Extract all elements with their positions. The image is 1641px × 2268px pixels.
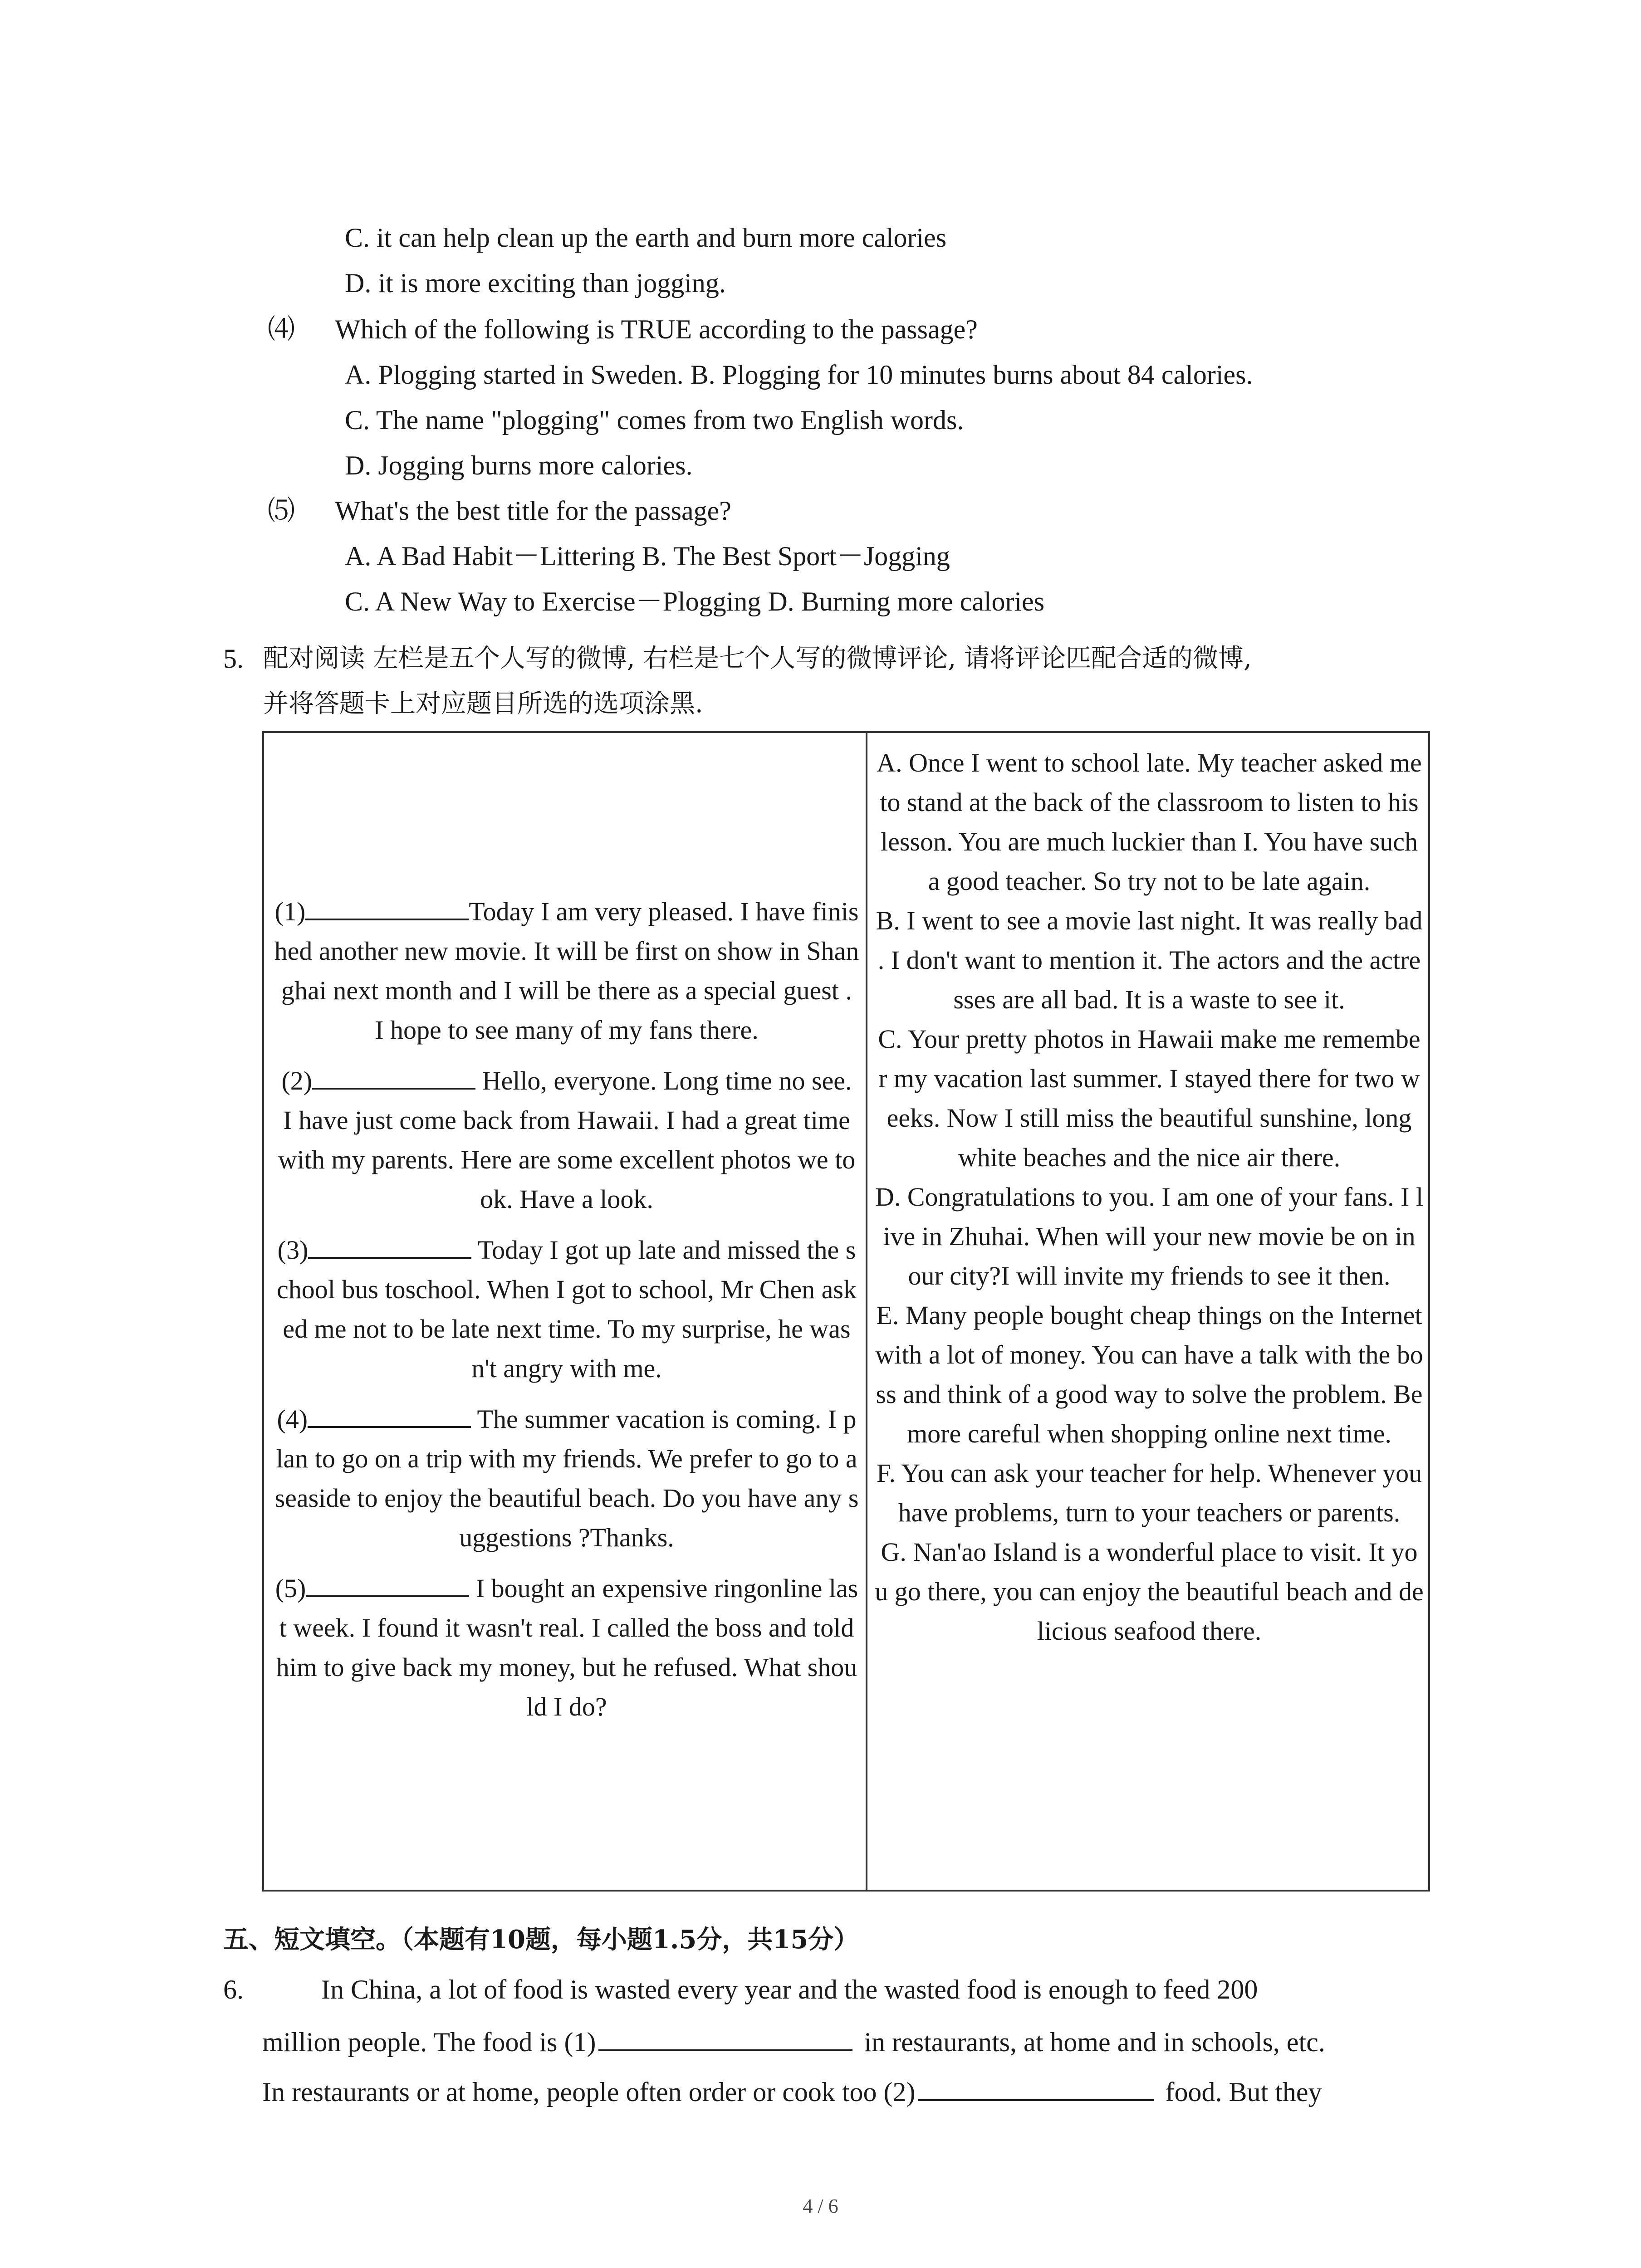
weibo-post-3: (3) Today I got up late and missed the school bus toschool. When I got to school, Mr Chen asked me not to be late next time. To my surprise, he wasn't angry with me. xyxy=(274,1227,859,1388)
weibo-post-4: (4) The summer vacation is coming. I plan to go on a trip with my friends. We prefer to go to a seaside to enjoy the beautiful beach. Do you have any suggestions ?Thanks. xyxy=(274,1396,859,1557)
passage-line-1: In China, a lot of food is wasted every year and the wasted food is enough to feed 200 xyxy=(321,1975,1258,2004)
comment-c: C. Your pretty photos in Hawaii make me remember my vacation last summer. I stayed there for two weeks. Now I still miss the beautiful sunshine, long white beaches and the nice air there. xyxy=(878,1024,1421,1172)
weibo-comments-column xyxy=(875,743,1424,1651)
q4-option-d: D. Jogging burns more calories. xyxy=(345,450,693,480)
cloze-blank-1[interactable] xyxy=(598,2021,852,2051)
q5-number: ⑸ xyxy=(268,496,295,526)
answer-blank-5[interactable] xyxy=(306,1565,469,1597)
q6-number: 6. xyxy=(223,1975,244,2004)
q4-stem: Which of the following is TRUE according to the passage? xyxy=(335,314,978,344)
cloze-blank-2[interactable] xyxy=(918,2071,1154,2101)
q4-options-ab: A. Plogging started in Sweden. B. Plogging for 10 minutes burns about 84 calories. xyxy=(345,360,1253,390)
part5-heading: 五、短文填空。（本题有10题，每小题1.5分，共15分） xyxy=(223,1925,859,1955)
answer-blank-4[interactable] xyxy=(308,1396,471,1428)
page-number: 4 / 6 xyxy=(803,2195,838,2217)
passage-line-3: In restaurants or at home, people often order or cook too (2) food. But they xyxy=(262,2071,1322,2110)
weibo-post-2: (2) Hello, everyone. Long time no see. I have just come back from Hawaii. I had a great time with my parents. Here are some excellent photos we took. Have a look. xyxy=(274,1058,859,1219)
comment-g: G. Nan'ao Island is a wonderful place to visit. It you go there, you can enjoy the beautiful beach and delicious seafood there. xyxy=(875,1537,1424,1646)
q5-options-ab: A. A Bad Habit－Littering B. The Best Sport－Jogging xyxy=(345,541,950,571)
q4-number: ⑷ xyxy=(268,314,295,344)
passage-line-2: million people. The food is (1) in restaurants, at home and in schools, etc. xyxy=(262,2021,1325,2060)
comment-e: E. Many people bought cheap things on the Internet with a lot of money. You can have a talk with the boss and think of a good way to solve the problem. Be more careful when shopping online next time. xyxy=(875,1300,1423,1448)
q3-option-c: C. it can help clean up the earth and burn more calories xyxy=(345,223,947,253)
answer-blank-2[interactable] xyxy=(312,1058,475,1090)
q3-option-d: D. it is more exciting than jogging. xyxy=(345,268,726,298)
weibo-posts-column xyxy=(274,733,859,1890)
section5-instruction-line1: 配对阅读 左栏是五个人写的微博, 右栏是七个人写的微博评论, 请将评论匹配合适的微博, xyxy=(263,644,1252,673)
weibo-post-5: (5) I bought an expensive ringonline last week. I found it wasn't real. I called the boss and told him to give back my money, but he refused. What should I do? xyxy=(274,1565,859,1726)
q5-stem: What's the best title for the passage? xyxy=(335,496,731,526)
section5-number: 5. xyxy=(223,644,244,674)
comment-d: D. Congratulations to you. I am one of your fans. I live in Zhuhai. When will your new movie be on in our city?I will invite my friends to see it then. xyxy=(875,1182,1424,1290)
q5-options-cd: C. A New Way to Exercise－Plogging D. Burning more calories xyxy=(345,587,1045,616)
section5-instruction-line2: 并将答题卡上对应题目所选的选项涂黑. xyxy=(263,689,703,719)
comment-b: B. I went to see a movie last night. It was really bad . I don't want to mention it. The actors and the actresses are all bad. It is a waste to see it. xyxy=(876,906,1423,1014)
comment-f: F. You can ask your teacher for help. Whenever you have problems, turn to your teachers or parents. xyxy=(876,1458,1422,1527)
answer-blank-3[interactable] xyxy=(308,1227,471,1259)
weibo-post-1: (1) Today I am very pleased. I have finished another new movie. It will be first on show in Shanghai next month and I will be there as a special guest . I hope to see many of my fans there. xyxy=(274,889,859,1050)
q4-option-c: C. The name "plogging" comes from two English words. xyxy=(345,405,964,435)
table-column-divider xyxy=(866,733,867,1890)
comment-a: A. Once I went to school late. My teacher asked me to stand at the back of the classroom to listen to his lesson. You are much luckier than I. You have such a good teacher. So try not to be late again. xyxy=(877,748,1422,896)
matching-table xyxy=(262,731,1430,1892)
answer-blank-1[interactable] xyxy=(305,889,469,920)
